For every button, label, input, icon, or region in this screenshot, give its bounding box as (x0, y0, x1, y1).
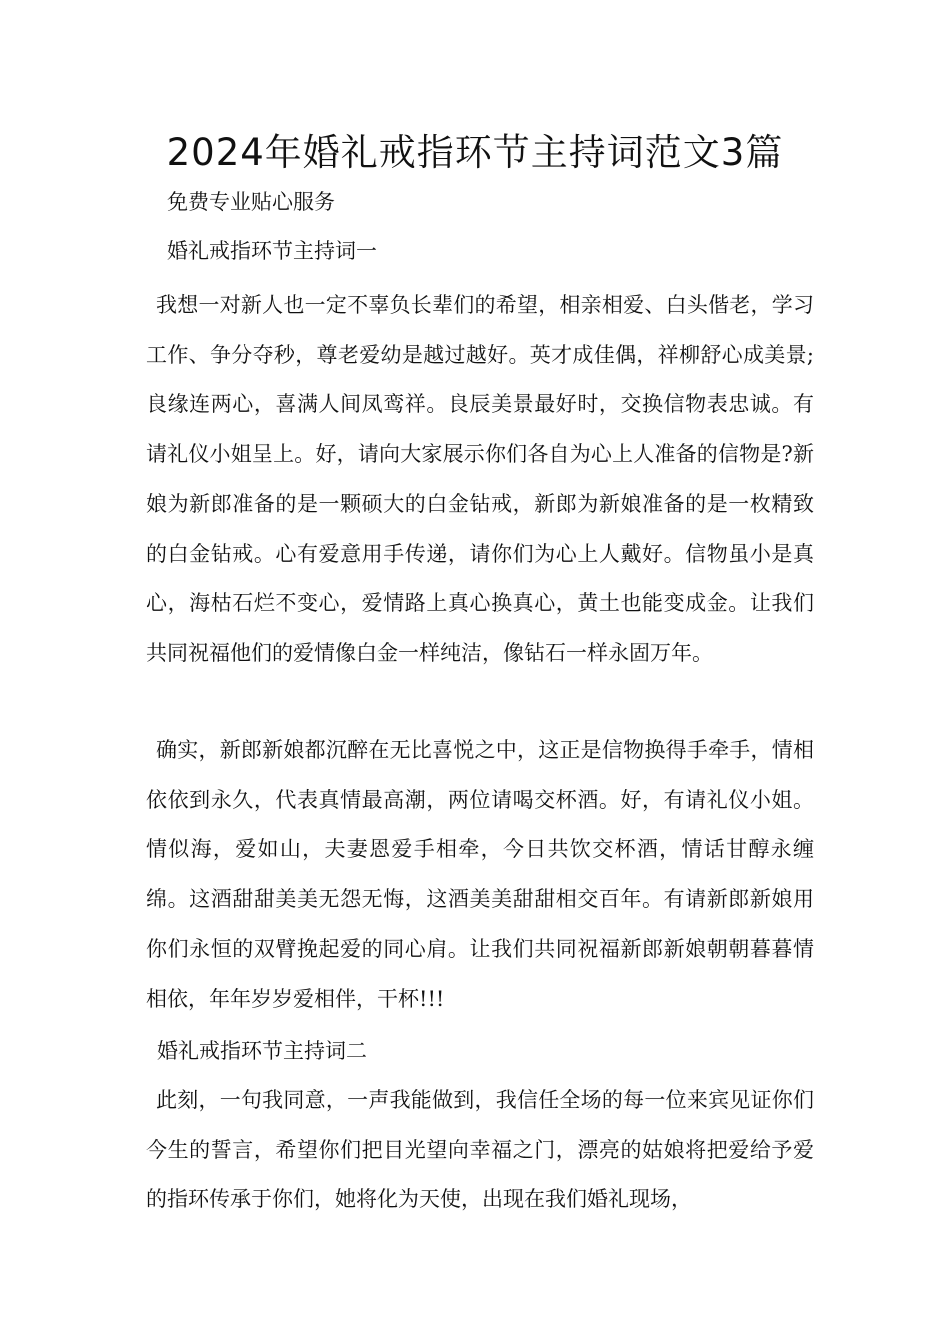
section-heading-2: 婚礼戒指环节主持词二 (157, 1039, 367, 1063)
document-title: 2024年婚礼戒指环节主持词范文3篇 (166, 131, 784, 174)
section-1-paragraph-1: 我想一对新人也一定不辜负长辈们的希望，相亲相爱、白头偕老，学习工作、争分夺秒，尊老爱幼是越过越好。英才成佳偶，祥柳舒心成美景;良缘连两心，喜满人间凤鸾祥。良辰美景最好时，交换信物表忠诚。有请礼仪小姐呈上。好，请向大家展示你们各自为心上人准备的信物是?新娘为新郎准备的是一颗硕大的白金钻戒，新郎为新娘准备的是一枚精致的白金钻戒。心有爱意用手传递，请你们为心上人戴好。信物虽小是真心，海枯石烂不变心，爱情路上真心换真心，黄土也能变成金。让我们共同祝福他们的爱情像白金一样纯洁，像钻石一样永固万年。 (146, 293, 814, 665)
section-1-paragraph-2: 确实，新郎新娘都沉醉在无比喜悦之中，这正是信物换得手牵手，情相依依到永久，代表真情最高潮，两位请喝交杯酒。好，有请礼仪小姐。情似海，爱如山，夫妻恩爱手相牵，今日共饮交杯酒，情话甘醇永缠绵。这酒甜甜美美无怨无悔，这酒美美甜甜相交百年。有请新郎新娘用你们永恒的双臂挽起爱的同心肩。让我们共同祝福新郎新娘朝朝暮暮情相依，年年岁岁爱相伴，干杯!!! (146, 738, 814, 1011)
document-subtitle: 免费专业贴心服务 (167, 190, 335, 214)
section-2-paragraph-1: 此刻，一句我同意，一声我能做到，我信任全场的每一位来宾见证你们今生的誓言，希望你们把目光望向幸福之门，漂亮的姑娘将把爱给予爱的指环传承于你们，她将化为天使，出现在我们婚礼现场， (146, 1088, 814, 1212)
section-heading-1: 婚礼戒指环节主持词一 (167, 239, 377, 263)
